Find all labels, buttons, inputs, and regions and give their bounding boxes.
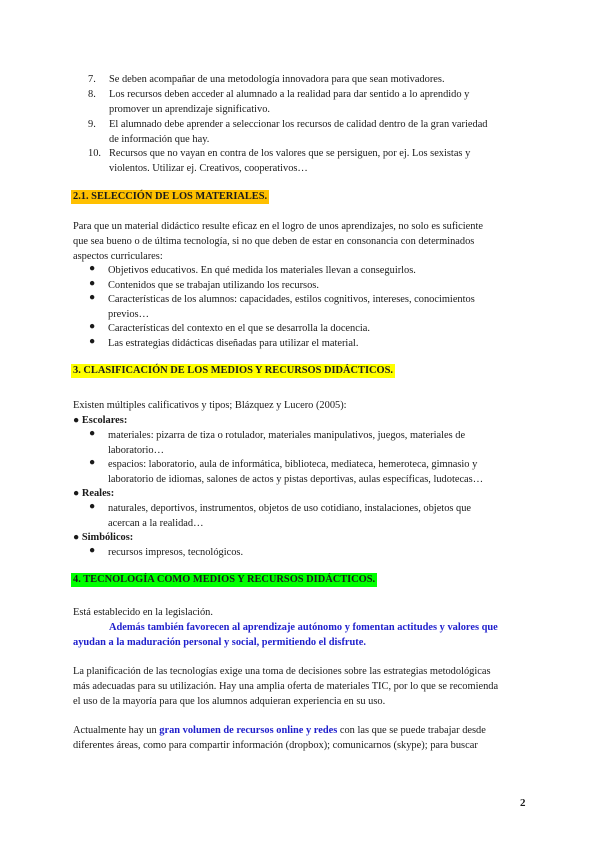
section-3-intro: Existen múltiples calificativos y tipos; Blázquez y Lucero (2005): xyxy=(73,400,347,411)
paragraph-line-1 xyxy=(73,723,486,738)
heading-text: 3. CLASIFICACIÓN DE LOS MEDIOS Y RECURSOS DIDÁCTICOS. xyxy=(73,365,393,376)
numbered-item-8 xyxy=(88,87,470,115)
heading-text: 4. TECNOLOGÍA COMO MEDIOS Y RECURSOS DIDÁCTICOS. xyxy=(73,574,376,585)
paragraph-line: La planificación de las tecnologías exige una toma de decisiones sobre las estrategias metodológicas xyxy=(73,666,491,677)
section-2-1-heading xyxy=(71,190,269,204)
item-number: 10. xyxy=(88,148,101,159)
list-item-text-line-1: Características de los alumnos: capacidades, estilos cognitivos, intereses, conocimientos xyxy=(108,294,475,305)
list-item-text: recursos impresos, tecnológicos. xyxy=(108,547,244,558)
item-text-line-1: El alumnado debe aprender a seleccionar los recursos de calidad dentro de la gran variedad xyxy=(109,119,488,130)
section-4-emphasis xyxy=(73,620,498,650)
list-item-text: Características del contexto en el que se desarrolla la docencia. xyxy=(108,323,370,334)
bullet-icon: ● xyxy=(89,545,96,556)
item-text-line-2: de información que hay. xyxy=(109,134,210,145)
list-item-text-line-1: naturales, deportivos, instrumentos, objetos de uso cotidiano, instalaciones, objetos que xyxy=(108,503,472,514)
item-number: 9. xyxy=(88,119,96,130)
list-item-text-line-1: espacios: laboratorio, aula de informática, biblioteca, mediateca, hemeroteca, gimnasio y xyxy=(108,459,478,470)
list-item-text-line-2: laboratorio de idiomas, salones de actos y pistas deportivas, aulas específicas, ludotecas… xyxy=(108,474,484,485)
bullet-icon: ● xyxy=(89,501,96,512)
paragraph-line: aspectos curriculares: xyxy=(73,251,163,262)
bullet-icon: ● xyxy=(89,457,96,468)
numbered-item-10 xyxy=(88,146,471,174)
section-2-1-intro xyxy=(73,219,483,264)
list-item-text-line-2: previos… xyxy=(108,309,149,320)
emphasis-line-2: ayudan a la maduración personal y social, permitiendo el disfrute. xyxy=(73,637,366,648)
list-item-text-line-1: materiales: pizarra de tiza o rotulador, materiales manipulativos, juegos, materiales de xyxy=(108,430,466,441)
item-number: 8. xyxy=(88,89,96,100)
emphasis-line-1: Además también favorecen al aprendizaje autónomo y fomentan actitudes y valores que xyxy=(109,622,498,633)
bullet-icon: ● xyxy=(89,263,96,274)
bullet-icon: ● xyxy=(89,278,96,289)
bullet-icon: ● xyxy=(89,336,96,347)
section-4-current xyxy=(73,723,486,753)
item-text-line-1: Recursos que no vayan en contra de los valores que se persiguen, por ej. Los sexistas y xyxy=(109,148,471,159)
item-text-line-1: Los recursos deben acceder al alumnado a la realidad para dar sentido a lo aprendido y xyxy=(109,89,470,100)
item-number: 7. xyxy=(88,74,96,85)
section-4-legal: Está establecido en la legislación. xyxy=(73,607,213,618)
bullet-icon: ● xyxy=(89,321,96,332)
text-prefix: Actualmente hay un xyxy=(73,725,160,736)
group-label-reales: ● Reales: xyxy=(73,488,115,499)
paragraph-line: que sea bueno o de última tecnología, si no que deben de estar en consonancia con determinados xyxy=(73,236,475,247)
section-3-heading xyxy=(71,364,395,378)
item-text-line-2: violentos. Utilizar ej. Creativos, cooperativos… xyxy=(109,163,308,174)
bullet-icon: ● xyxy=(89,292,96,303)
section-4-planning xyxy=(73,664,498,709)
paragraph-line-2: diferentes áreas, como para compartir información (dropbox); comunicarnos (skype); para buscar xyxy=(73,740,478,751)
group-label-escolares: ● Escolares: xyxy=(73,415,128,426)
paragraph-line: el uso de la mayoría para que los alumnos adquieran experiencia en su uso. xyxy=(73,696,386,707)
list-item-text: Objetivos educativos. En qué medida los materiales llevan a conseguirlos. xyxy=(108,265,416,276)
heading-text: 2.1. SELECCIÓN DE LOS MATERIALES. xyxy=(73,191,268,202)
list-item-text-line-2: laboratorio… xyxy=(108,445,164,456)
numbered-item-9 xyxy=(88,117,488,145)
numbered-item-7 xyxy=(88,72,445,87)
list-item-text-line-2: acercan a la realidad… xyxy=(108,518,204,529)
item-text: Se deben acompañar de una metodología innovadora para que sean motivadores. xyxy=(109,74,445,85)
text-suffix: con las que se puede trabajar desde xyxy=(337,725,486,736)
highlighted-phrase: gran volumen de recursos online y redes xyxy=(159,725,338,736)
bullet-icon: ● xyxy=(89,428,96,439)
item-text-line-2: promover un aprendizaje significativo. xyxy=(109,104,270,115)
list-item-text: Contenidos que se trabajan utilizando los recursos. xyxy=(108,280,319,291)
paragraph-line: más adecuadas para su utilización. Hay una amplia oferta de materiales TIC, por lo que se recomienda xyxy=(73,681,499,692)
page-number: 2 xyxy=(520,797,526,809)
group-label-simbolicos: ● Simbólicos: xyxy=(73,532,134,543)
paragraph-line: Para que un material didáctico resulte eficaz en el logro de unos aprendizajes, no solo es suficiente xyxy=(73,221,483,232)
section-4-heading xyxy=(71,573,377,587)
list-item-text: Las estrategias didácticas diseñadas para utilizar el material. xyxy=(108,338,359,349)
